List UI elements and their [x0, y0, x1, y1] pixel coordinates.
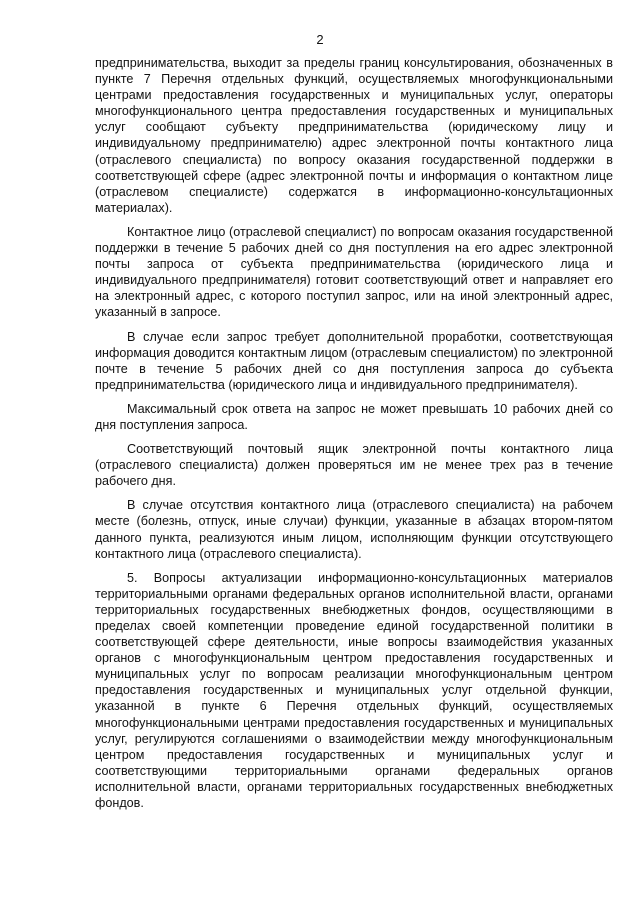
paragraph-mailbox-check: Соответствующий почтовый ящик электронной почты контактного лица (отраслевого специалиста) должен проверяться им не менее трех раз в течение рабочего дня.: [95, 442, 613, 489]
document-body: [95, 55, 613, 819]
paragraph-absence: В случае отсутствия контактного лица (отраслевого специалиста) на рабочем месте (болезнь, отпуск, иные случаи) функции, указанные в абзацах втором-пятом данного пункта, реализуются иным лицом, исполняющим функции отсутствующего контактного лица (отраслевого специалиста).: [95, 498, 613, 561]
paragraph-continuation: предпринимательства, выходит за пределы границ консультирования, обозначенных в пункте 7 Перечня отдельных функций, осуществляемых многофункциональными центрами предоставления государственных и муниципальных услуг, операторы многофункционального центра предоставления государственных и муниципальных услуг сообщают субъекту предпринимательства (юридическому лицу и индивидуальному предпринимателю) адрес электронной почты контактного лица (отраслевого специалиста) по вопросу оказания государственной поддержки в соответствующей сфере (адрес электронной почты и информация о контактном лице (отраслевом специалисте) содержатся в информационно-консультационных материалах).: [95, 56, 613, 215]
paragraph-max-term: Максимальный срок ответа на запрос не может превышать 10 рабочих дней со дня поступления запроса.: [95, 401, 613, 432]
paragraph-additional-work: В случае если запрос требует дополнительной проработки, соответствующая информация доводится контактным лицом (отраслевым специалистом) по электронной почте в течение 5 рабочих дней со дня поступления запроса до субъекта предпринимательства (юридического лица и индивидуального предпринимателя).: [95, 329, 613, 392]
paragraph-contact-response: Контактное лицо (отраслевой специалист) по вопросам оказания государственной поддержки в течение 5 рабочих дней со дня поступления на его адрес электронной почты запроса от субъекта предпринимательства (юридического лица и индивидуального предпринимателя) готовит соответствующий ответ и направляет его на электронный адрес, с которого поступил запрос, или на иной электронный адрес, указанный в запросе.: [95, 224, 613, 320]
page-number: 2: [316, 32, 324, 47]
paragraph-item-5: 5. Вопросы актуализации информационно-консультационных материалов территориальными органами федеральных органов исполнительной власти, органами территориальных государственных внебюджетных фондов, осуществляющими в пределах своей компетенции проведение единой государственной политики в соответствующей сфере деятельности, иные вопросы взаимодействия указанных органов с многофункциональным центром предоставления государственных и муниципальных услуг по вопросам реализации многофункциональным центром предоставления государственных и муниципальных услуг отдельной функции, указанной в пункте 6 Перечня отдельных функций, осуществляемых многофункциональными центрами предоставления государственных и муниципальных услуг, регулируются соглашениями о взаимодействии между многофункциональным центром предоставления государственных и муниципальных услуг и соответствующими территориальными органами федеральных органов исполнительной власти, органами территориальных государственных внебюджетных фондов.: [95, 570, 613, 811]
